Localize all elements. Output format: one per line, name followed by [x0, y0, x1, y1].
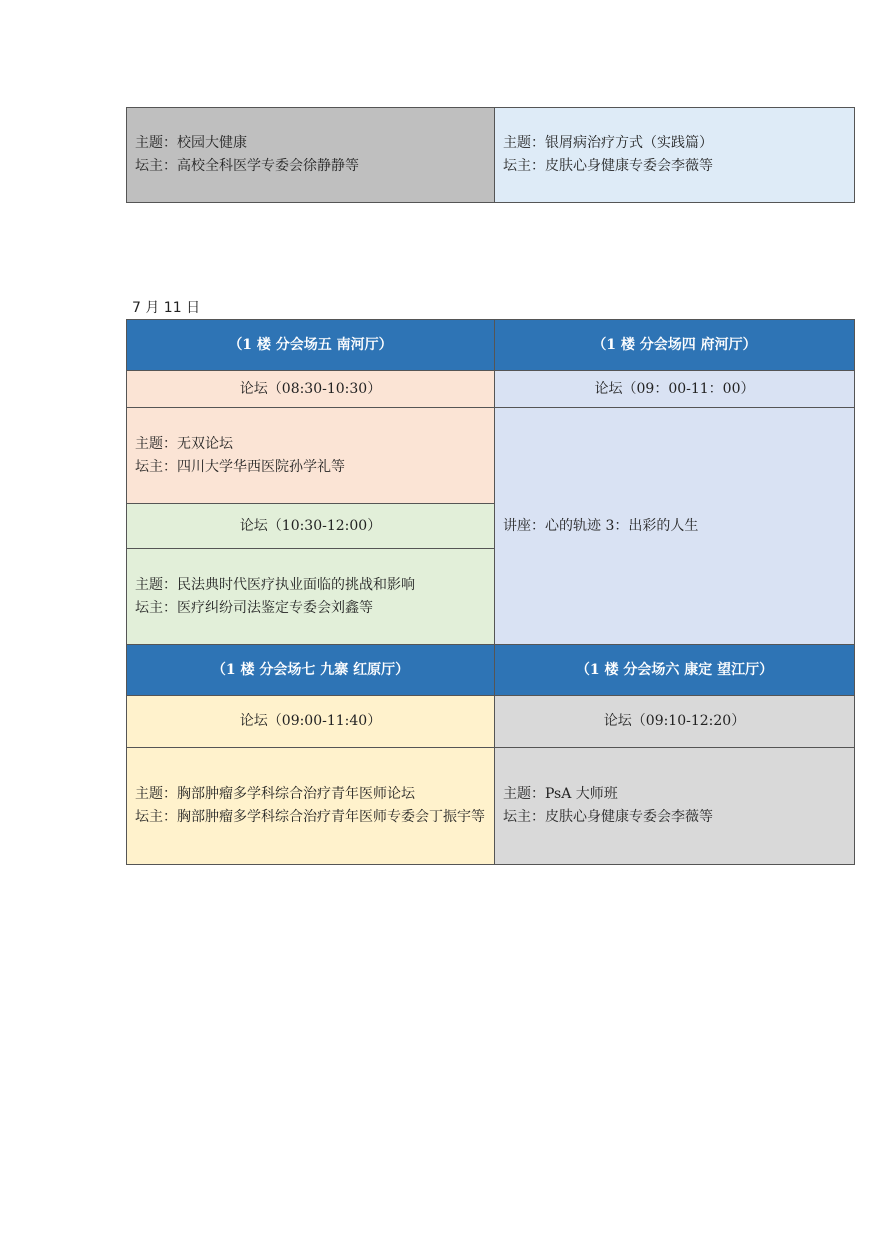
top-table	[126, 107, 855, 203]
venue-a-forum1-cell	[127, 408, 495, 504]
top-left-cell	[127, 108, 495, 203]
venue-a-forum1-time: 论坛（08:30-10:30）	[127, 371, 495, 408]
top-right-theme: 主题：银屑病治疗方式（实践篇）	[503, 135, 713, 151]
venue-b-header: （1 楼 分会场四 府河厅）	[495, 320, 855, 371]
venue-a-forum2-host: 坛主：医疗纠纷司法鉴定专委会刘鑫等	[135, 599, 373, 616]
date-label: 7 月 11 日	[132, 300, 201, 316]
top-right-host: 坛主：皮肤心身健康专委会李薇等	[503, 158, 713, 174]
venue-a-forum1-host: 坛主：四川大学华西医院孙学礼等	[135, 458, 345, 475]
top-right-cell	[495, 108, 855, 203]
top-left-host: 坛主：高校全科医学专委会徐静静等	[135, 158, 359, 174]
venue-d-host: 坛主：皮肤心身健康专委会李薇等	[503, 809, 713, 825]
venue-d-theme: 主题：PsA 大师班	[503, 786, 618, 802]
venue-c-theme: 主题：胸部肿瘤多学科综合治疗青年医师论坛	[135, 786, 415, 802]
venue-c-cell	[127, 748, 495, 865]
venue-d-cell	[495, 748, 855, 865]
venue-a-forum2-time: 论坛（10:30-12:00）	[127, 504, 495, 549]
venue-a-forum2-theme: 主题：民法典时代医疗执业面临的挑战和影响	[135, 576, 415, 593]
schedule-table	[126, 319, 855, 865]
venue-c-time: 论坛（09:00-11:40）	[127, 696, 495, 748]
venue-c-header: （1 楼 分会场七 九寨 红原厅）	[127, 645, 495, 696]
venue-d-time: 论坛（09:10-12:20）	[495, 696, 855, 748]
venue-b-time: 论坛（09：00-11：00）	[495, 371, 855, 408]
top-left-theme: 主题：校园大健康	[135, 135, 247, 151]
venue-b-lecture: 讲座：心的轨迹 3：出彩的人生	[495, 408, 855, 645]
venue-a-header: （1 楼 分会场五 南河厅）	[127, 320, 495, 371]
venue-c-host: 坛主：胸部肿瘤多学科综合治疗青年医师专委会丁振宇等	[135, 809, 485, 825]
venue-d-header: （1 楼 分会场六 康定 望江厅）	[495, 645, 855, 696]
venue-a-forum1-theme: 主题：无双论坛	[135, 435, 233, 452]
venue-a-forum2-cell	[127, 549, 495, 645]
